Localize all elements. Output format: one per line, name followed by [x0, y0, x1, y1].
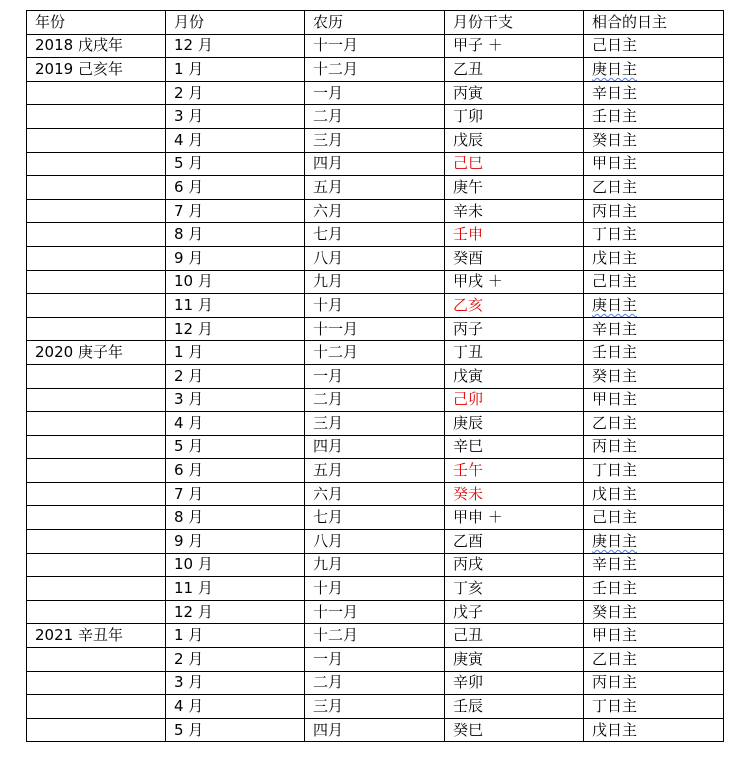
table-row: [27, 34, 724, 58]
table-row: [27, 577, 724, 601]
cell-month: 2 月: [166, 81, 305, 105]
table-row: [27, 435, 724, 459]
cell-month: 11 月: [166, 577, 305, 601]
table-row: [27, 270, 724, 294]
table-row: [27, 671, 724, 695]
cell-ganzhi: 己丑: [445, 624, 584, 648]
cell-ganzhi: 丁卯: [445, 105, 584, 129]
cell-day-master: 辛日主: [584, 553, 724, 577]
cell-lunar: 二月: [305, 105, 445, 129]
cell-month: 6 月: [166, 459, 305, 483]
table-row: [27, 600, 724, 624]
cell-month: 9 月: [166, 246, 305, 270]
cell-month: 10 月: [166, 270, 305, 294]
table-row: [27, 58, 724, 82]
cell-year: [27, 412, 166, 436]
cell-year: [27, 553, 166, 577]
cell-month: 3 月: [166, 671, 305, 695]
table-row: [27, 199, 724, 223]
cell-day-master: 丁日主: [584, 459, 724, 483]
cell-ganzhi: 丁丑: [445, 341, 584, 365]
cell-ganzhi: 戊寅: [445, 364, 584, 388]
cell-month: 9 月: [166, 530, 305, 554]
cell-day-master: 乙日主: [584, 176, 724, 200]
cell-lunar: 九月: [305, 553, 445, 577]
table-row: [27, 530, 724, 554]
cell-ganzhi: 辛未: [445, 199, 584, 223]
cell-lunar: 六月: [305, 482, 445, 506]
table-row: [27, 648, 724, 672]
cell-month: 7 月: [166, 482, 305, 506]
cell-month: 3 月: [166, 388, 305, 412]
cell-year: 2020 庚子年: [27, 341, 166, 365]
cell-ganzhi: 甲子 ＋: [445, 34, 584, 58]
cell-day-master: 丁日主: [584, 223, 724, 247]
cell-lunar: 八月: [305, 530, 445, 554]
cell-year: [27, 294, 166, 318]
cell-lunar: 三月: [305, 695, 445, 719]
cell-ganzhi: 壬辰: [445, 695, 584, 719]
cell-day-master: 甲日主: [584, 388, 724, 412]
cell-month: 4 月: [166, 128, 305, 152]
cell-ganzhi: 丙子: [445, 317, 584, 341]
cell-day-master: 壬日主: [584, 577, 724, 601]
cell-ganzhi: 癸未: [445, 482, 584, 506]
cell-lunar: 六月: [305, 199, 445, 223]
cell-day-master: 甲日主: [584, 152, 724, 176]
cell-year: [27, 482, 166, 506]
cell-lunar: 九月: [305, 270, 445, 294]
cell-ganzhi: 乙丑: [445, 58, 584, 82]
table-row: [27, 294, 724, 318]
cell-day-master: 壬日主: [584, 341, 724, 365]
cell-lunar: 十一月: [305, 317, 445, 341]
cell-day-master: 己日主: [584, 34, 724, 58]
cell-month: 12 月: [166, 317, 305, 341]
table-row: [27, 459, 724, 483]
cell-year: [27, 718, 166, 742]
cell-month: 8 月: [166, 223, 305, 247]
header-row: [27, 11, 724, 35]
cell-ganzhi: 己卯: [445, 388, 584, 412]
cell-month: 5 月: [166, 152, 305, 176]
header-day-master: 相合的日主: [584, 11, 724, 35]
cell-month: 1 月: [166, 624, 305, 648]
cell-ganzhi: 甲戌 ＋: [445, 270, 584, 294]
cell-year: [27, 270, 166, 294]
cell-year: 2021 辛丑年: [27, 624, 166, 648]
cell-day-master: 丁日主: [584, 695, 724, 719]
header-year: 年份: [27, 11, 166, 35]
cell-year: [27, 105, 166, 129]
cell-ganzhi: 乙亥: [445, 294, 584, 318]
table-row: [27, 223, 724, 247]
cell-year: [27, 81, 166, 105]
cell-month: 4 月: [166, 412, 305, 436]
cell-year: [27, 695, 166, 719]
cell-ganzhi: 庚寅: [445, 648, 584, 672]
table-row: [27, 412, 724, 436]
table-row: [27, 482, 724, 506]
cell-month: 5 月: [166, 718, 305, 742]
header-month: 月份: [166, 11, 305, 35]
cell-year: [27, 435, 166, 459]
cell-year: [27, 199, 166, 223]
cell-month: 2 月: [166, 364, 305, 388]
cell-ganzhi: 戊子: [445, 600, 584, 624]
cell-day-master: 甲日主: [584, 624, 724, 648]
cell-day-master: 庚日主: [584, 530, 724, 554]
cell-lunar: 二月: [305, 671, 445, 695]
cell-lunar: 十一月: [305, 600, 445, 624]
table-row: [27, 317, 724, 341]
table-row: [27, 152, 724, 176]
cell-year: [27, 648, 166, 672]
cell-year: [27, 152, 166, 176]
cell-ganzhi: 辛卯: [445, 671, 584, 695]
table-row: [27, 128, 724, 152]
cell-year: [27, 364, 166, 388]
cell-year: [27, 176, 166, 200]
cell-month: 1 月: [166, 58, 305, 82]
cell-day-master: 癸日主: [584, 128, 724, 152]
cell-ganzhi: 癸巳: [445, 718, 584, 742]
cell-lunar: 十二月: [305, 341, 445, 365]
cell-lunar: 一月: [305, 648, 445, 672]
table-row: [27, 105, 724, 129]
cell-lunar: 七月: [305, 223, 445, 247]
cell-day-master: 丙日主: [584, 435, 724, 459]
table-row: [27, 81, 724, 105]
cell-lunar: 十二月: [305, 624, 445, 648]
cell-ganzhi: 壬申: [445, 223, 584, 247]
cell-lunar: 十月: [305, 294, 445, 318]
cell-year: [27, 317, 166, 341]
cell-day-master: 丙日主: [584, 671, 724, 695]
cell-day-master: 辛日主: [584, 317, 724, 341]
cell-month: 2 月: [166, 648, 305, 672]
cell-month: 5 月: [166, 435, 305, 459]
cell-lunar: 十一月: [305, 34, 445, 58]
cell-day-master: 癸日主: [584, 600, 724, 624]
cell-month: 8 月: [166, 506, 305, 530]
cell-lunar: 八月: [305, 246, 445, 270]
cell-year: [27, 459, 166, 483]
cell-lunar: 二月: [305, 388, 445, 412]
cell-ganzhi: 癸酉: [445, 246, 584, 270]
ganzhi-table: [26, 10, 724, 742]
cell-day-master: 辛日主: [584, 81, 724, 105]
header-ganzhi: 月份干支: [445, 11, 584, 35]
cell-ganzhi: 庚辰: [445, 412, 584, 436]
cell-month: 10 月: [166, 553, 305, 577]
cell-year: [27, 600, 166, 624]
cell-lunar: 五月: [305, 459, 445, 483]
cell-lunar: 一月: [305, 364, 445, 388]
cell-day-master: 庚日主: [584, 58, 724, 82]
cell-year: [27, 128, 166, 152]
cell-year: 2019 己亥年: [27, 58, 166, 82]
cell-day-master: 丙日主: [584, 199, 724, 223]
cell-month: 12 月: [166, 34, 305, 58]
cell-day-master: 乙日主: [584, 412, 724, 436]
cell-year: [27, 577, 166, 601]
cell-year: [27, 530, 166, 554]
cell-lunar: 十月: [305, 577, 445, 601]
cell-ganzhi: 壬午: [445, 459, 584, 483]
table-row: [27, 388, 724, 412]
table-row: [27, 176, 724, 200]
cell-year: 2018 戊戌年: [27, 34, 166, 58]
cell-ganzhi: 乙酉: [445, 530, 584, 554]
cell-year: [27, 506, 166, 530]
table-row: [27, 624, 724, 648]
cell-ganzhi: 己巳: [445, 152, 584, 176]
cell-month: 6 月: [166, 176, 305, 200]
cell-ganzhi: 丙寅: [445, 81, 584, 105]
cell-year: [27, 223, 166, 247]
cell-day-master: 庚日主: [584, 294, 724, 318]
table-row: [27, 246, 724, 270]
cell-lunar: 七月: [305, 506, 445, 530]
cell-month: 4 月: [166, 695, 305, 719]
cell-lunar: 五月: [305, 176, 445, 200]
cell-day-master: 戊日主: [584, 482, 724, 506]
cell-year: [27, 671, 166, 695]
table-row: [27, 506, 724, 530]
cell-lunar: 一月: [305, 81, 445, 105]
cell-day-master: 乙日主: [584, 648, 724, 672]
table-row: [27, 341, 724, 365]
table-row: [27, 364, 724, 388]
cell-ganzhi: 丁亥: [445, 577, 584, 601]
cell-month: 12 月: [166, 600, 305, 624]
table-row: [27, 553, 724, 577]
cell-lunar: 三月: [305, 128, 445, 152]
cell-month: 7 月: [166, 199, 305, 223]
cell-year: [27, 246, 166, 270]
cell-ganzhi: 辛巳: [445, 435, 584, 459]
cell-month: 11 月: [166, 294, 305, 318]
cell-lunar: 四月: [305, 718, 445, 742]
table-row: [27, 695, 724, 719]
cell-ganzhi: 甲申 ＋: [445, 506, 584, 530]
cell-ganzhi: 庚午: [445, 176, 584, 200]
header-lunar: 农历: [305, 11, 445, 35]
cell-ganzhi: 戊辰: [445, 128, 584, 152]
cell-lunar: 四月: [305, 152, 445, 176]
cell-day-master: 癸日主: [584, 364, 724, 388]
cell-lunar: 十二月: [305, 58, 445, 82]
cell-lunar: 三月: [305, 412, 445, 436]
cell-day-master: 壬日主: [584, 105, 724, 129]
cell-day-master: 己日主: [584, 270, 724, 294]
cell-day-master: 戊日主: [584, 246, 724, 270]
cell-day-master: 戊日主: [584, 718, 724, 742]
cell-year: [27, 388, 166, 412]
cell-ganzhi: 丙戌: [445, 553, 584, 577]
table-body: [27, 11, 724, 742]
cell-month: 3 月: [166, 105, 305, 129]
cell-month: 1 月: [166, 341, 305, 365]
table-row: [27, 718, 724, 742]
cell-lunar: 四月: [305, 435, 445, 459]
cell-day-master: 己日主: [584, 506, 724, 530]
